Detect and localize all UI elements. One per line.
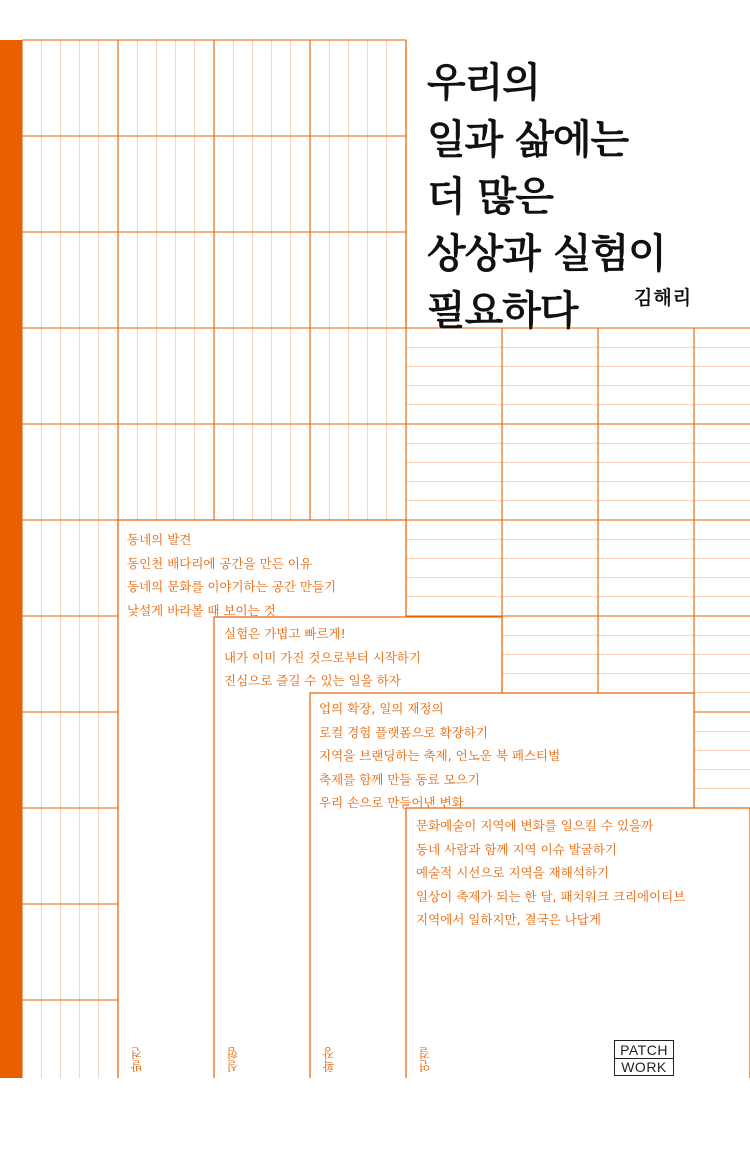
book-title	[427, 55, 666, 340]
section-discovery	[127, 528, 336, 622]
logo-text-bottom: WORK	[615, 1058, 673, 1075]
section-connection	[416, 814, 685, 932]
author-name: 김해리	[634, 287, 693, 309]
section-line: 우리 손으로 만들어낸 변화	[319, 795, 464, 810]
section-line: 동인천 배다리에 공간을 만든 이유	[127, 555, 312, 571]
title-line: 필요하다	[427, 288, 578, 334]
section-label-connection: 연결	[418, 1046, 432, 1072]
section-line: 낯설게 바라볼 때 보이는 것	[127, 602, 276, 618]
title-line: 상상과 실험이	[427, 231, 666, 277]
section-line: 축제를 함께 만들 동료 모으기	[319, 771, 480, 787]
section-line: 로컬 경험 플랫폼으로 확장하기	[319, 724, 488, 740]
orange-spine-bar	[0, 40, 22, 1078]
section-line: 동네 사람과 함께 지역 이슈 발굴하기	[416, 841, 617, 857]
bottom-margin	[0, 1078, 750, 1154]
section-line: 진심으로 즐길 수 있는 일을 하자	[224, 673, 401, 688]
section-expansion	[319, 697, 560, 815]
section-line: 예술적 시선으로 지역을 재해석하기	[416, 865, 610, 880]
title-line: 일과 삶에는	[427, 117, 629, 163]
section-line: 실험은 가볍고 빠르게!	[224, 626, 346, 641]
section-label-expansion: 확장	[322, 1046, 336, 1072]
section-line: 동네의 발견	[127, 532, 192, 547]
section-line: 업의 확장, 일의 재정의	[319, 701, 444, 716]
section-line: 동네의 문화를 이야기하는 공간 만들기	[127, 579, 337, 594]
publisher-logo	[614, 1040, 674, 1076]
logo-text-top: PATCH	[620, 1042, 668, 1058]
section-line: 내가 이미 가진 것으로부터 시작하기	[224, 649, 422, 665]
section-line: 일상이 축제가 되는 한 달, 패치워크 크리에이티브	[416, 888, 686, 904]
title-line: 우리의	[427, 60, 540, 106]
section-line: 지역을 브랜딩하는 축제, 언노운 북 페스티벌	[319, 748, 561, 763]
title-line: 더 많은	[427, 174, 553, 220]
section-label-experiment: 실험	[226, 1046, 240, 1072]
section-line: 지역에서 일하지만, 결국은 나답게	[416, 912, 601, 927]
section-experiment	[224, 622, 421, 693]
section-label-discovery: 발견	[130, 1046, 144, 1072]
section-line: 문화예술이 지역에 변화를 일으킬 수 있을까	[416, 818, 654, 833]
